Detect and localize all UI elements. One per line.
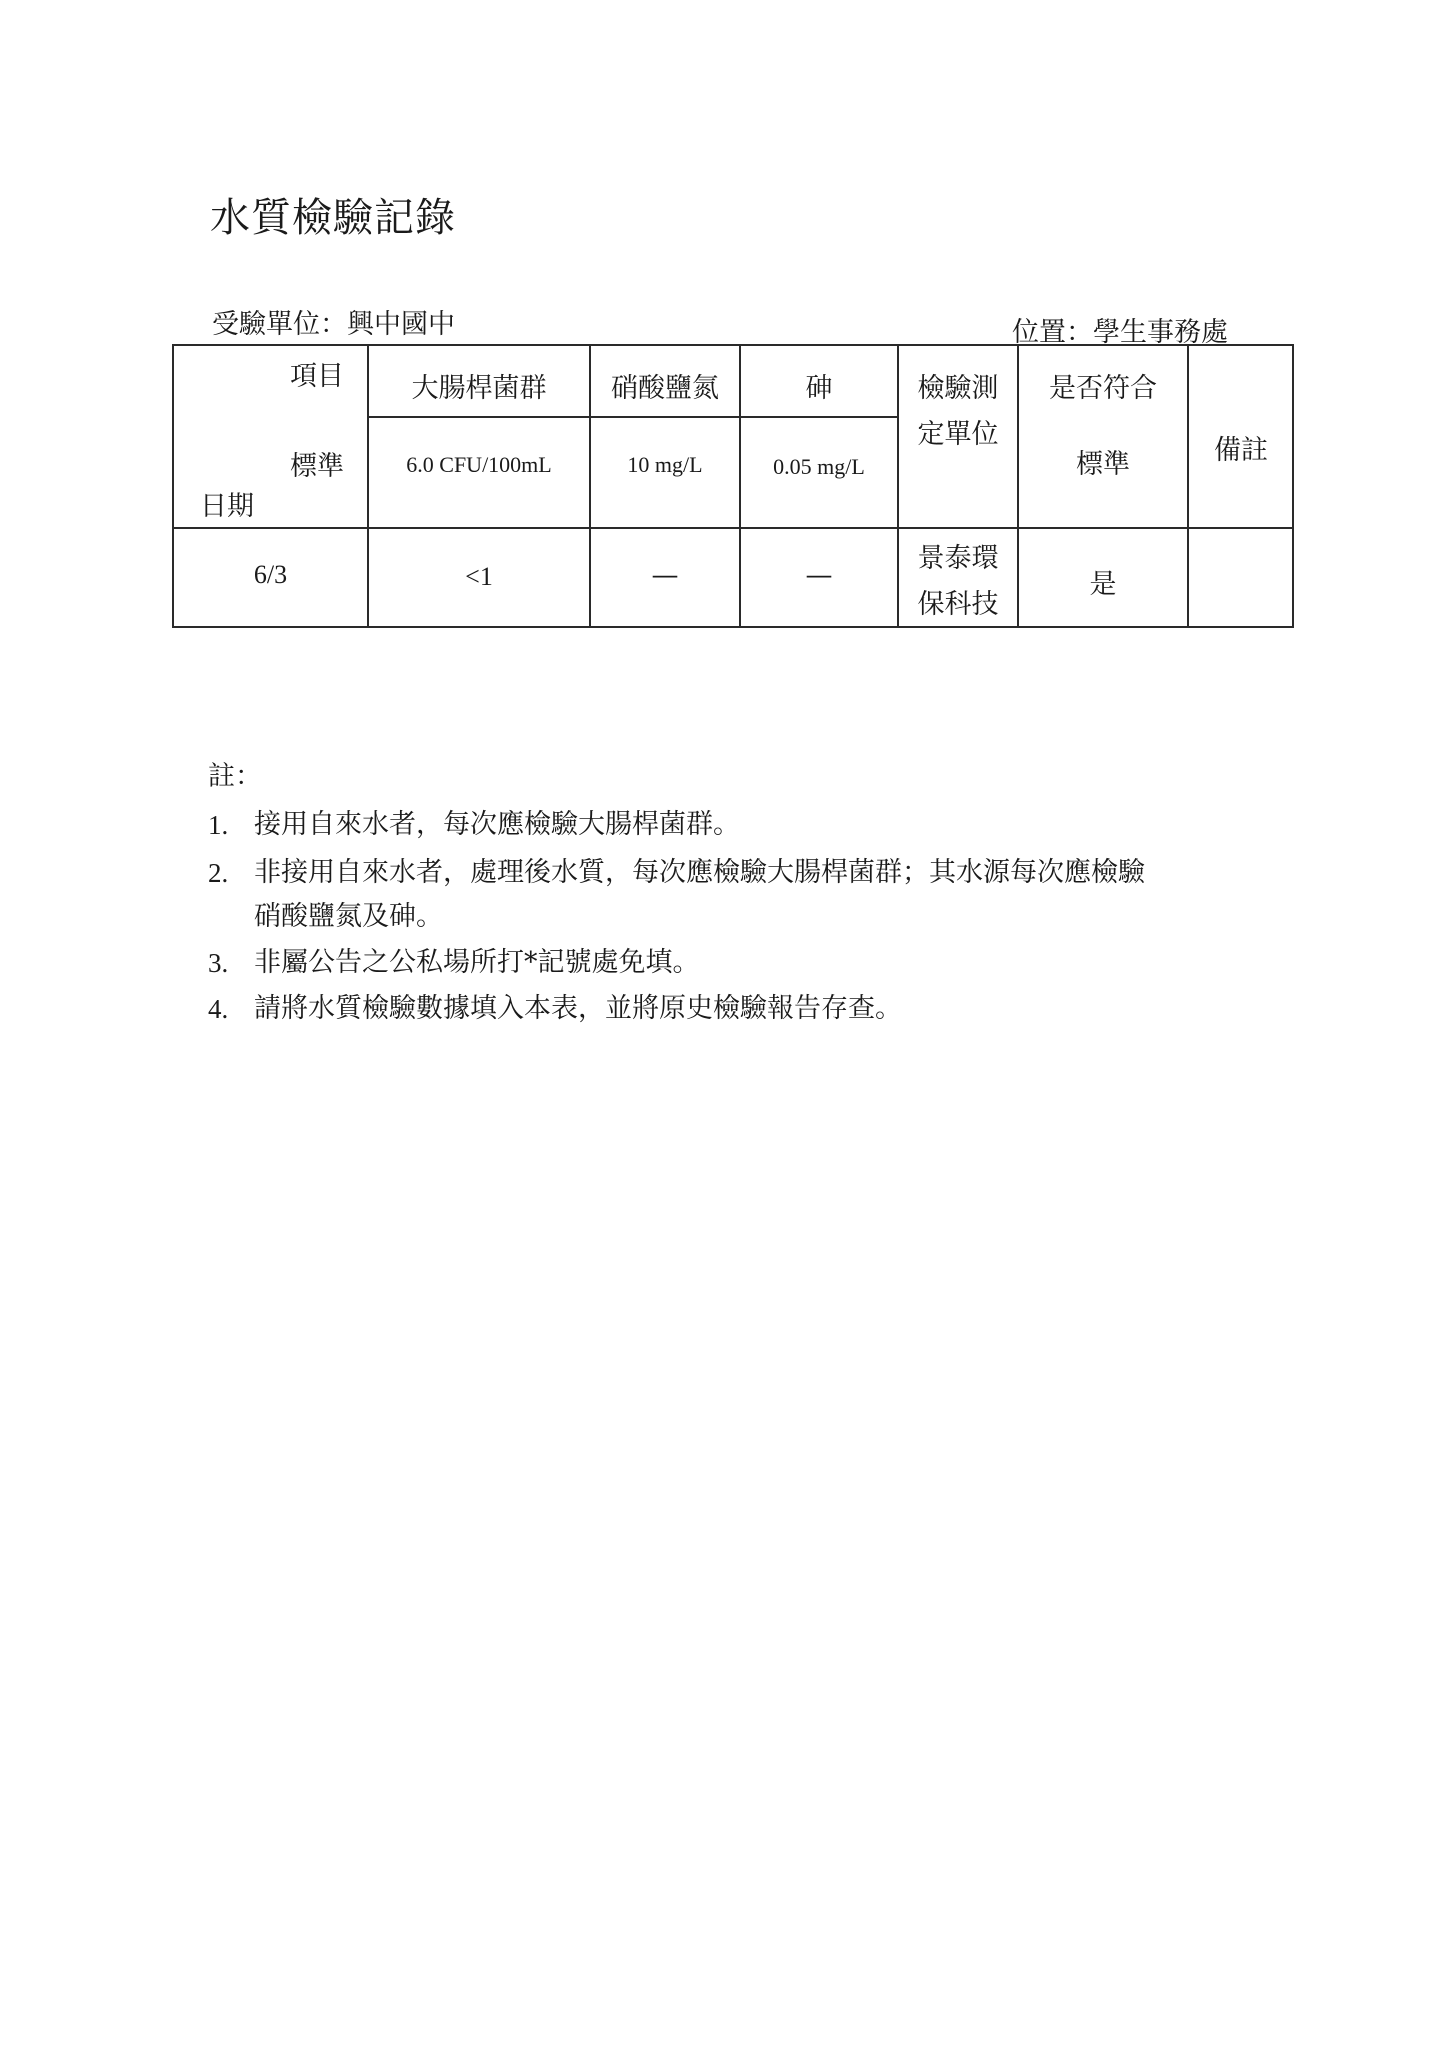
note-number: 2. (208, 858, 229, 888)
header-standard-label: 標準 (290, 451, 344, 482)
row-coliform-value: <1 (465, 562, 493, 591)
row-lab-line-2: 保科技 (917, 589, 999, 620)
lab-header-line-2: 定單位 (917, 419, 999, 450)
column-arsenic: 砷 (805, 373, 833, 404)
remarks-header: 備註 (1214, 435, 1268, 466)
lab-header-line-1: 檢驗測 (917, 373, 999, 404)
row-lab-line-1: 景泰環 (917, 543, 999, 574)
note-text: 非接用自來水者，處理後水質，每次應檢驗大腸桿菌群；其水源每次應檢驗 (254, 857, 1145, 888)
note-text: 硝酸鹽氮及砷。 (254, 901, 443, 932)
compliance-header-line-2: 標準 (1076, 449, 1130, 480)
compliance-header-line-1: 是否符合 (1049, 373, 1157, 404)
page-title: 水質檢驗記錄 (210, 195, 456, 241)
header-item-label: 項目 (290, 361, 344, 392)
standard-nitrate: 10 mg/L (627, 452, 703, 477)
note-number: 1. (208, 810, 229, 840)
water-quality-table (172, 344, 1294, 628)
standard-coliform: 6.0 CFU/100mL (406, 452, 552, 477)
note-number: 3. (208, 948, 229, 978)
notes-label: 註： (208, 761, 262, 792)
location-label: 位置：學生事務處 (1012, 317, 1228, 348)
row-nitrate-value: — (651, 560, 679, 591)
note-number: 4. (208, 994, 229, 1024)
note-text: 請將水質檢驗數據填入本表，並將原史檢驗報告存查。 (254, 993, 902, 1024)
note-text: 非屬公告之公私場所打*記號處免填。 (254, 947, 700, 978)
column-coliform: 大腸桿菌群 (411, 373, 547, 404)
row-arsenic-value: — (805, 560, 833, 591)
standard-arsenic: 0.05 mg/L (773, 454, 865, 479)
row-compliant-value: 是 (1089, 569, 1117, 600)
note-text: 接用自來水者，每次應檢驗大腸桿菌群。 (254, 809, 740, 840)
row-date: 6/3 (253, 560, 288, 589)
header-date-label: 日期 (200, 491, 254, 522)
tested-unit-label: 受驗單位：興中國中 (212, 309, 455, 340)
column-nitrate: 硝酸鹽氮 (611, 373, 719, 404)
